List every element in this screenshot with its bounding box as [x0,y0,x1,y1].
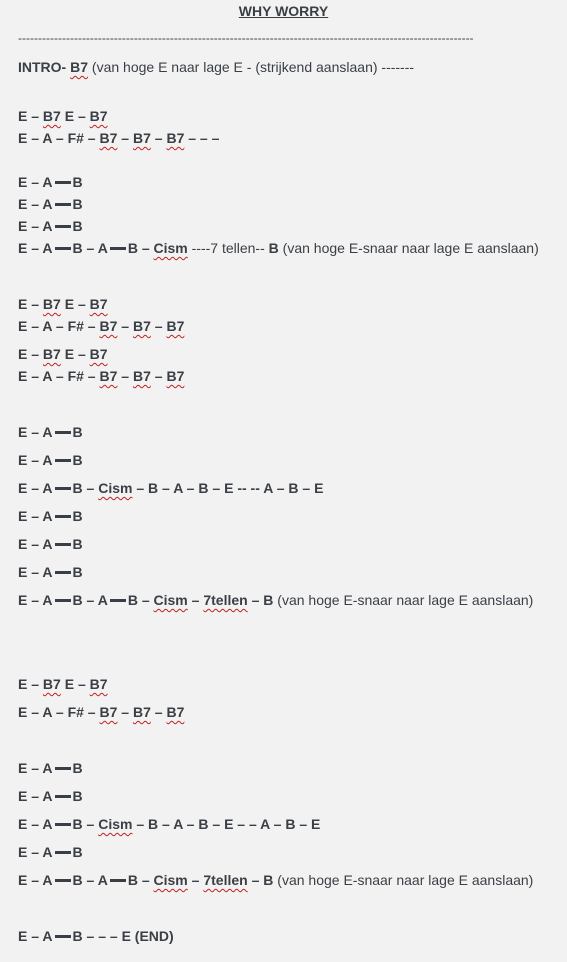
separator: – [27,346,43,362]
separator: – [74,108,90,124]
chord: B [127,592,138,608]
chord: A [42,174,53,190]
slide-dash [55,181,71,184]
slide-dash [55,203,71,206]
separator: – [82,480,99,496]
chord-line [18,704,184,720]
chord: E [18,108,28,124]
chord: B [72,928,83,944]
chord: E [224,480,234,496]
separator: – [83,318,100,334]
separator: – [51,130,68,146]
chord-line [18,872,533,888]
chord: B [288,480,299,496]
chord: B [148,480,159,496]
separator: – [182,816,199,832]
chord: Cism [153,240,188,256]
chord: B7 [89,346,108,362]
chord: E [18,130,28,146]
separator: – [27,508,43,524]
separator: – [132,480,149,496]
separator: – [150,368,167,384]
chord: B [268,240,279,256]
chord-line [18,368,184,384]
chord: B [72,788,83,804]
separator: – [27,592,43,608]
chord-line [18,536,83,552]
slide-dash [55,767,71,770]
chord: E [18,368,28,384]
slide-dash [55,247,71,250]
slide-dash [55,515,71,518]
chord: A [42,592,53,608]
separator: – [27,480,43,496]
separator: – [187,872,204,888]
chord: E (END) [121,928,174,944]
chord-line [18,424,83,440]
chord: A [42,368,52,384]
chord: B [72,872,83,888]
intro-note: (van hoge E naar lage E - (strijkend aanslaan) ------- [91,59,415,75]
separator: – [74,676,90,692]
separator: – [150,318,167,334]
chord: B [72,240,83,256]
separator: – [82,872,98,888]
chord: B7 [132,368,151,384]
slide-dash [55,225,71,228]
slide-dash [110,247,126,250]
chord: A [42,240,53,256]
chord: A [97,592,108,608]
chord: B7 [166,130,185,146]
chord: E [18,346,28,362]
chord: E [18,844,28,860]
chord: E [64,108,75,124]
chord: B [72,844,83,860]
count-label: 7tellen [203,872,248,888]
chord-line [18,296,108,312]
chord: B7 [132,704,151,720]
chord: B7 [99,704,118,720]
chord-line [18,844,83,860]
slide-dash [55,599,71,602]
intro-line [18,59,414,75]
separator: – [82,240,98,256]
chord: B7 [166,704,185,720]
chord: F# [67,704,84,720]
chord: A [42,452,53,468]
separator: – [208,480,225,496]
chord: F# [67,130,84,146]
chord: B [198,816,209,832]
chord: A [42,760,53,776]
separator: – [27,296,43,312]
separator: – [295,816,312,832]
separator: – [51,368,68,384]
chord: A [263,480,273,496]
slide-dash [55,795,71,798]
chord: A [42,564,53,580]
chord: B [285,816,296,832]
chord: B [263,872,274,888]
separator: – [27,240,43,256]
chord: B [72,452,83,468]
chord-line [18,346,108,362]
separator: – [27,174,43,190]
separator: – [27,424,43,440]
slide-dash [55,459,71,462]
chord: B [72,480,83,496]
chord: B7 [89,108,108,124]
separator: – [247,872,264,888]
separator: – [117,130,133,146]
chord: B [72,196,83,212]
chord: B [127,240,138,256]
chord: B7 [42,676,61,692]
separator: – [51,318,68,334]
separator: – [51,704,68,720]
chord: B [148,816,159,832]
separator: – [27,368,43,384]
chord: E [18,676,28,692]
slide-dash [55,851,71,854]
chord: B [72,816,83,832]
chord: B7 [42,346,61,362]
chord: B7 [166,368,185,384]
separator: – [150,130,167,146]
chord-line [18,592,533,608]
separator: – [137,592,154,608]
separator: – [27,564,43,580]
chord: E [18,816,28,832]
note-text: (van hoge E-snaar naar lage E aanslaan) [277,872,534,888]
slide-dash [55,487,71,490]
chord: E [18,480,28,496]
divider-line: ------------------------------------------------------------------------------------------------------------------ [18,31,474,45]
separator: – [187,592,204,608]
separator: – [27,676,43,692]
chord: F# [67,368,84,384]
chord: Cism [153,592,188,608]
chord: A [42,788,53,804]
chord: B [263,592,274,608]
separator: – [298,480,315,496]
separator: – [27,816,43,832]
separator: – [182,480,199,496]
separator: – [83,130,100,146]
separator: – [158,480,174,496]
chord: B7 [42,108,61,124]
separator: – [208,816,225,832]
separator: – [27,196,43,212]
separator: – [27,872,43,888]
chord: A [42,816,53,832]
chord: E [18,760,28,776]
chord: – – – [82,928,122,944]
chord: E [64,676,75,692]
chord: E [18,296,28,312]
chord-line [18,480,323,496]
chord: E [18,174,28,190]
separator: – [27,130,43,146]
note-text: (van hoge E-snaar naar lage E aanslaan) [277,592,534,608]
chord: E [311,816,321,832]
separator: – [137,872,154,888]
separator: – [82,816,99,832]
chord: B [72,536,83,552]
chord: E [18,536,28,552]
separator: – [27,788,43,804]
chord: B [127,872,138,888]
separator: – [83,368,100,384]
chord: B7 [99,318,118,334]
chord: E [18,508,28,524]
separator: – [27,704,43,720]
chord: A [42,424,53,440]
separator: – [269,816,286,832]
separator: – [247,592,264,608]
chord: B7 [89,296,108,312]
chord: A [42,872,53,888]
note-text: (van hoge E-snaar naar lage E aanslaan) [282,240,539,256]
chord: B [198,480,209,496]
chord: E [18,592,28,608]
chord: B7 [132,318,151,334]
chord: B7 [99,130,118,146]
separator: – [27,218,43,234]
chord-line [18,452,83,468]
chord: E [18,704,28,720]
chord: -- -- [237,480,264,496]
separator: – [117,368,133,384]
chord: Cism [98,816,133,832]
chord: E [224,816,234,832]
count-label: 7tellen [203,592,248,608]
chord: B [72,564,83,580]
chord: B7 [99,368,118,384]
separator: – [158,816,174,832]
chord: – – – [184,130,220,146]
chord: B [72,760,83,776]
chord: A [97,240,108,256]
chord: A [173,480,183,496]
chord: A [42,130,52,146]
chord: A [42,928,53,944]
chord: E [18,564,28,580]
chord: B7 [89,676,108,692]
separator: – [117,318,133,334]
chord: B7 [132,130,151,146]
note-text: ----7 tellen-- [191,240,265,256]
chord: E [18,196,28,212]
chord: E [18,928,28,944]
chord: A [42,480,53,496]
chord: E [18,872,28,888]
chord: B [72,174,83,190]
slide-dash [55,879,71,882]
chord: A [42,318,52,334]
separator: – [137,240,154,256]
chord-line [18,174,83,190]
chord: B7 [166,318,185,334]
separator: – [82,592,98,608]
chord: B [72,218,83,234]
chord: Cism [98,480,133,496]
chord: E [314,480,324,496]
chord-line [18,108,108,124]
chord: A [260,816,270,832]
intro-chord: B7 [70,59,89,75]
chord: B [72,424,83,440]
chord: A [42,704,52,720]
separator: – [74,296,90,312]
slide-dash [55,823,71,826]
separator: – [117,704,133,720]
chord-line [18,760,83,776]
separator: – [27,108,43,124]
chord: A [42,844,53,860]
slide-dash [55,543,71,546]
chord: B [72,508,83,524]
chord: A [97,872,108,888]
song-title: WHY WORRY [238,3,329,19]
chord: E [64,346,75,362]
chord-line [18,130,219,146]
chord: E [18,218,28,234]
chord-line [18,928,174,944]
separator: – [74,346,90,362]
chord-line [18,318,184,334]
chord: A [42,508,53,524]
slide-dash [55,431,71,434]
chord: Cism [153,872,188,888]
chord: E [18,318,28,334]
separator: – [150,704,167,720]
slide-dash [110,879,126,882]
slide-dash [110,599,126,602]
separator: – [27,452,43,468]
separator: – [83,704,100,720]
chord-line [18,508,83,524]
chord: E [18,452,28,468]
chord: E [18,240,28,256]
chord-line [18,218,83,234]
chord-line [18,196,83,212]
separator: – [132,816,149,832]
slide-dash [55,571,71,574]
chord: A [42,536,53,552]
chord-line [18,564,83,580]
chord: A [42,196,53,212]
chord: E [18,424,28,440]
chord: B7 [42,296,61,312]
separator: – [27,318,43,334]
chord: A [173,816,183,832]
separator: – [27,760,43,776]
chord: – – [233,816,261,832]
slide-dash [55,935,71,938]
chord-line [18,676,108,692]
chord: E [18,788,28,804]
chord-line [18,788,83,804]
chord: E [64,296,75,312]
separator: – [27,536,43,552]
chord-line [18,240,539,256]
intro-label: INTRO- [18,59,67,75]
chord: A [42,218,53,234]
separator: – [27,928,43,944]
chord-line [18,816,320,832]
separator: – [27,844,43,860]
chord: B [72,592,83,608]
separator: – [272,480,289,496]
chord: F# [67,318,84,334]
